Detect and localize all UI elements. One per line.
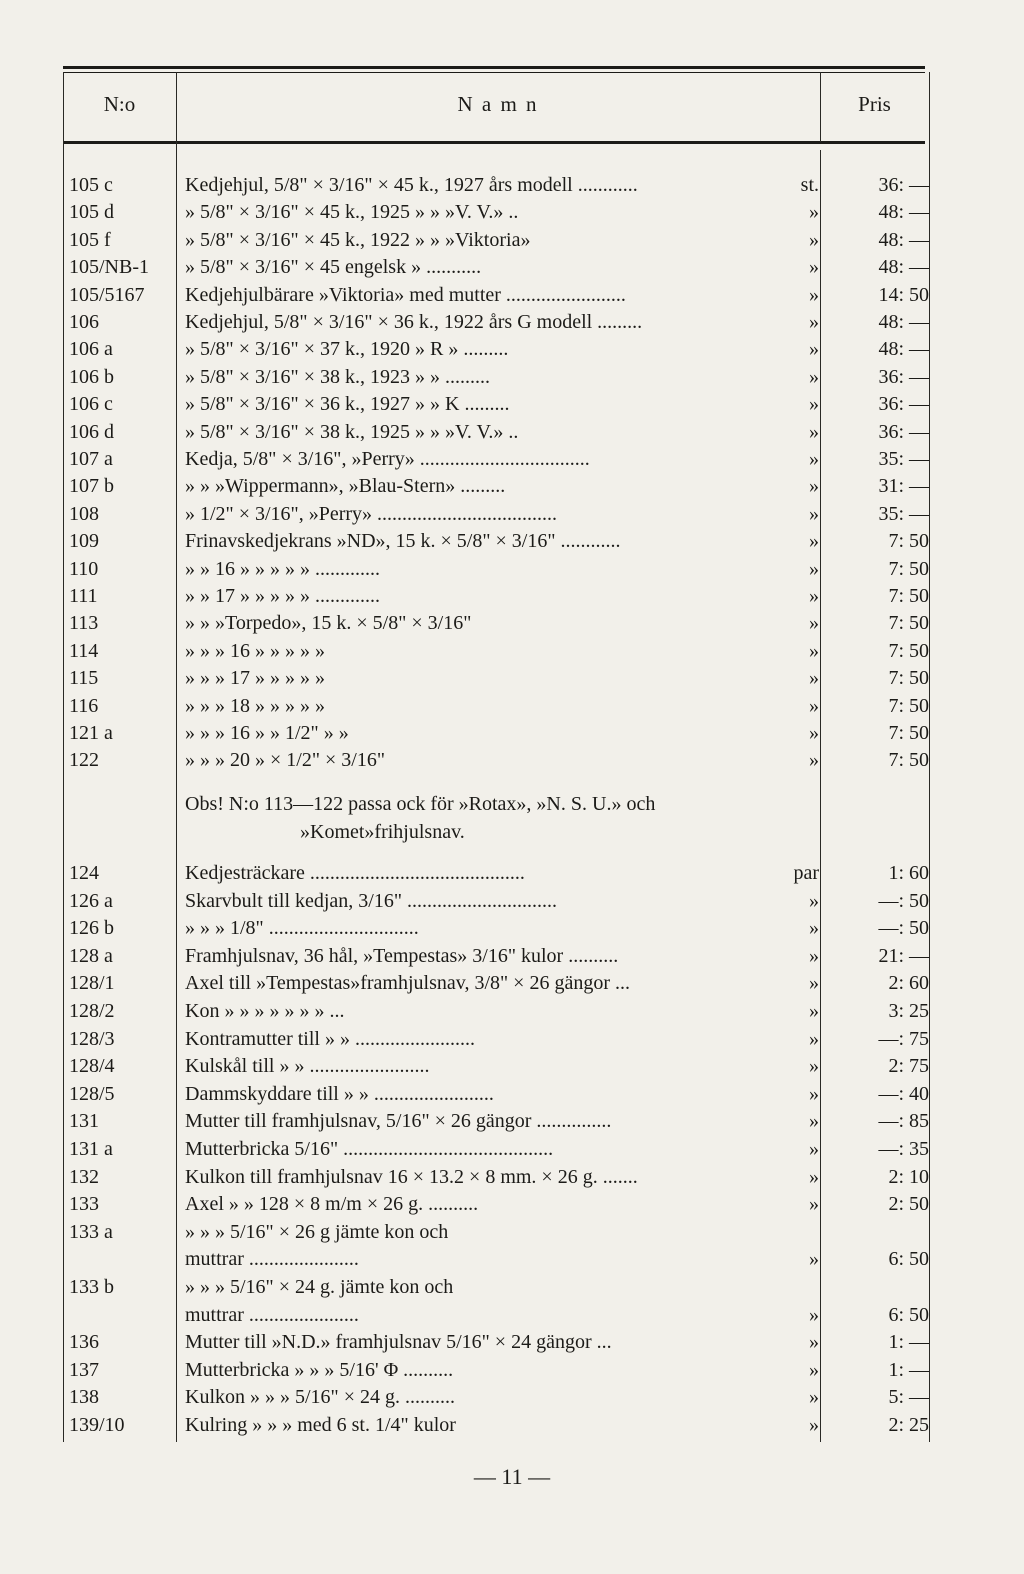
item-price: 35: — xyxy=(878,502,929,525)
item-number: 111 xyxy=(69,585,98,607)
item-unit: » xyxy=(809,1082,819,1105)
item-name: » 1/2" × 3/16", »Perry» .................................... xyxy=(185,502,558,525)
table-row xyxy=(63,172,933,199)
table-row xyxy=(63,1274,933,1301)
item-price: 7: 50 xyxy=(888,639,929,662)
item-name: » 5/8" × 3/16" × 45 k., 1925 » » »V. V.» .. xyxy=(185,201,519,224)
item-number: 110 xyxy=(69,557,99,580)
item-unit: » xyxy=(809,1248,819,1271)
item-number: 128 a xyxy=(69,944,113,967)
item-number: 131 a xyxy=(69,1138,113,1160)
item-name: » 5/8" × 3/16" × 45 k., 1922 » » »Viktoria» xyxy=(185,228,531,251)
item-number: 128/1 xyxy=(69,972,115,995)
table-row xyxy=(63,282,933,309)
table-row xyxy=(63,915,933,942)
header-price: Pris xyxy=(858,92,891,116)
item-price: 7: 50 xyxy=(888,722,929,744)
item-price: 2: 75 xyxy=(888,1055,929,1078)
table-row xyxy=(63,1081,933,1108)
item-number: 126 a xyxy=(69,889,113,912)
table-row xyxy=(63,693,933,720)
table-row xyxy=(63,1246,933,1273)
item-number: 106 xyxy=(69,311,99,333)
table-row xyxy=(63,1219,933,1246)
table-row xyxy=(63,1026,933,1053)
item-unit: » xyxy=(809,889,819,912)
item-price: 36: — xyxy=(878,420,929,443)
item-name: » » 16 » » » » » ............. xyxy=(185,557,380,580)
item-name: » » »Wippermann», »Blau-Stern» ......... xyxy=(185,475,506,498)
table-row xyxy=(63,364,933,391)
item-name: » 5/8" × 3/16" × 38 k., 1925 » » »V. V.» .. xyxy=(185,420,519,443)
item-unit: » xyxy=(809,557,819,580)
item-price: 6: 50 xyxy=(888,1303,929,1326)
item-number: 124 xyxy=(69,862,99,884)
item-unit: » xyxy=(809,228,819,251)
item-name: Kulring » » » med 6 st. 1/4" kulor xyxy=(185,1414,456,1436)
item-number: 114 xyxy=(69,639,99,662)
item-price: 7: 50 xyxy=(888,749,929,772)
table-row xyxy=(63,860,933,887)
item-name: » » » 18 » » » » » xyxy=(185,694,325,717)
item-unit: » xyxy=(809,201,819,224)
item-unit: » xyxy=(809,1358,819,1381)
item-name: » » 17 » » » » » ............. xyxy=(185,585,380,607)
item-price: 7: 50 xyxy=(888,694,929,717)
item-unit: » xyxy=(809,1000,819,1022)
table-row xyxy=(63,336,933,363)
item-name: Kedjesträckare ........................................... xyxy=(185,862,525,884)
table-row xyxy=(63,419,933,446)
item-name: Kedja, 5/8" × 3/16", »Perry» .................................. xyxy=(185,448,590,470)
item-number: 133 xyxy=(69,1193,99,1216)
table-row xyxy=(63,888,933,915)
item-unit: » xyxy=(809,667,819,690)
item-number: 133 b xyxy=(69,1276,114,1298)
table-row xyxy=(63,1357,933,1384)
item-unit: » xyxy=(809,917,819,940)
item-number: 107 b xyxy=(69,475,114,498)
item-unit: » xyxy=(809,1193,819,1216)
item-unit: » xyxy=(809,585,819,607)
table-row xyxy=(63,501,933,528)
item-number: 133 a xyxy=(69,1220,113,1243)
table-row xyxy=(63,720,933,747)
header-no: N:o xyxy=(103,92,136,116)
table-row xyxy=(63,1053,933,1080)
table-row xyxy=(63,528,933,555)
item-price: 1: 60 xyxy=(888,862,929,884)
item-unit: » xyxy=(809,749,819,772)
table-row xyxy=(63,473,933,500)
table-row xyxy=(63,747,933,774)
item-unit: » xyxy=(809,612,819,635)
item-name: » » » 16 » » 1/2" » » xyxy=(185,722,349,744)
item-name: » » » 16 » » » » » xyxy=(185,639,325,662)
item-number: 107 a xyxy=(69,448,113,470)
item-unit: » xyxy=(809,475,819,498)
item-number: 105 f xyxy=(69,228,111,251)
item-price: 7: 50 xyxy=(888,530,929,553)
item-number: 116 xyxy=(69,694,99,717)
table-row xyxy=(63,638,933,665)
item-name: Frinavskedjekrans »ND», 15 k. × 5/8" × 3/16" ............ xyxy=(185,530,621,553)
item-price: 7: 50 xyxy=(888,612,929,635)
table-row xyxy=(63,1412,933,1439)
item-name: » 5/8" × 3/16" × 45 engelsk » ........... xyxy=(185,256,482,279)
item-unit: » xyxy=(809,502,819,525)
item-unit: » xyxy=(809,530,819,553)
item-price: 31: — xyxy=(878,475,929,498)
item-name: Dammskyddare till » » ........................ xyxy=(185,1082,494,1105)
item-number: 106 c xyxy=(69,393,113,416)
item-number: 128/4 xyxy=(69,1055,115,1078)
page-number: — 11 — xyxy=(473,1464,551,1489)
item-unit: » xyxy=(809,338,819,361)
item-number: 109 xyxy=(69,530,99,553)
item-number: 137 xyxy=(69,1358,99,1381)
item-unit: » xyxy=(809,256,819,279)
note-line-1: Obs! N:o 113—122 passa ock för »Rotax», »N. S. U.» och xyxy=(185,793,656,815)
item-name: Kontramutter till » » ........................ xyxy=(185,1027,475,1050)
item-unit: par xyxy=(793,862,819,884)
item-unit: » xyxy=(809,1303,819,1326)
top-rule xyxy=(63,66,925,69)
table-row xyxy=(63,199,933,226)
item-name: » » »Torpedo», 15 k. × 5/8" × 3/16" xyxy=(185,612,472,635)
item-price: 36: — xyxy=(878,365,929,388)
top-rule-thin xyxy=(63,72,925,73)
item-price: —: 40 xyxy=(878,1082,929,1105)
item-price: 48: — xyxy=(878,228,929,251)
table-row xyxy=(63,1329,933,1356)
item-number: 136 xyxy=(69,1331,99,1354)
item-unit: » xyxy=(809,1138,819,1160)
item-number: 105 d xyxy=(69,201,114,224)
item-unit: » xyxy=(809,1386,819,1409)
item-unit: » xyxy=(809,694,819,717)
item-unit: » xyxy=(809,1331,819,1354)
item-unit: » xyxy=(809,1165,819,1188)
item-number: 138 xyxy=(69,1386,99,1409)
item-price: 7: 50 xyxy=(888,557,929,580)
item-unit: » xyxy=(809,972,819,995)
table-row xyxy=(63,227,933,254)
item-number: 132 xyxy=(69,1165,99,1188)
item-name: Mutterbricka » » » 5/16' Φ .......... xyxy=(185,1358,454,1381)
item-price: 36: — xyxy=(878,393,929,416)
item-price: 35: — xyxy=(878,448,929,470)
item-number: 121 a xyxy=(69,722,113,744)
item-number: 105 c xyxy=(69,174,113,196)
item-price: 14: 50 xyxy=(878,283,929,306)
header-name: N a m n xyxy=(457,92,539,116)
table-row xyxy=(63,1136,933,1163)
item-name: Mutter till framhjulsnav, 5/16" × 26 gängor ............... xyxy=(185,1110,612,1133)
item-name: » » » 1/8" .............................. xyxy=(185,917,419,940)
item-price: —: 50 xyxy=(878,917,929,940)
table-row xyxy=(63,1164,933,1191)
item-name: Axel till »Tempestas»framhjulsnav, 3/8" × 26 gängor ... xyxy=(185,972,630,995)
item-number: 113 xyxy=(69,612,99,635)
item-number: 126 b xyxy=(69,917,114,940)
table-row xyxy=(63,1302,933,1329)
item-unit: » xyxy=(809,1414,819,1436)
note-line-2: »Komet»frihjulsnav. xyxy=(300,821,465,843)
item-price: 7: 50 xyxy=(888,585,929,607)
item-unit: » xyxy=(809,944,819,967)
item-name: Mutter till »N.D.» framhjulsnav 5/16" × 24 gängor ... xyxy=(185,1331,612,1354)
table-row xyxy=(63,970,933,997)
item-number: 115 xyxy=(69,667,99,690)
item-name: Skarvbult till kedjan, 3/16" .............................. xyxy=(185,889,558,912)
item-price: —: 85 xyxy=(878,1110,929,1133)
table-row xyxy=(63,556,933,583)
item-price: 21: — xyxy=(878,944,929,967)
item-name: » » » 17 » » » » » xyxy=(185,667,325,690)
item-unit: » xyxy=(809,1055,819,1078)
item-name: Kulskål till » » ........................ xyxy=(185,1055,430,1078)
item-price: —: 35 xyxy=(878,1138,929,1160)
table-row xyxy=(63,583,933,610)
item-price: 2: 50 xyxy=(888,1193,929,1216)
item-number: 106 b xyxy=(69,365,114,388)
item-price: 1: — xyxy=(888,1358,929,1381)
item-name: Axel » » 128 × 8 m/m × 26 g. .......... xyxy=(185,1193,479,1216)
item-unit: » xyxy=(809,283,819,306)
item-price: 2: 25 xyxy=(888,1414,929,1436)
item-number: 122 xyxy=(69,749,99,772)
item-unit: » xyxy=(809,1027,819,1050)
item-price: 3: 25 xyxy=(888,1000,929,1022)
item-price: 48: — xyxy=(878,201,929,224)
item-number: 105/5167 xyxy=(69,283,145,306)
item-price: 48: — xyxy=(878,256,929,279)
item-price: 2: 60 xyxy=(888,972,929,995)
item-number: 128/3 xyxy=(69,1027,115,1050)
item-price: 1: — xyxy=(888,1331,929,1354)
table-row xyxy=(63,254,933,281)
item-name: Kedjehjulbärare »Viktoria» med mutter ........................ xyxy=(185,283,626,306)
item-unit: » xyxy=(809,448,819,470)
item-unit: » xyxy=(809,722,819,744)
item-number: 105/NB-1 xyxy=(69,256,149,279)
item-price: 6: 50 xyxy=(888,1248,929,1271)
item-name: » » » 5/16" × 26 g jämte kon och xyxy=(185,1220,449,1243)
item-name: Mutterbricka 5/16" .......................................... xyxy=(185,1138,554,1160)
table-row xyxy=(63,446,933,473)
item-name: Kedjehjul, 5/8" × 3/16" × 45 k., 1927 års modell ............ xyxy=(185,174,638,196)
item-name: » 5/8" × 3/16" × 36 k., 1927 » » K ......... xyxy=(185,393,510,416)
item-name: muttrar ...................... xyxy=(185,1303,359,1326)
item-unit: st. xyxy=(800,174,819,196)
item-price: 48: — xyxy=(878,311,929,333)
item-price: 5: — xyxy=(888,1386,929,1409)
item-name: » » » 20 » × 1/2" × 3/16" xyxy=(185,749,385,772)
item-price: —: 50 xyxy=(878,889,929,912)
table-row xyxy=(63,665,933,692)
item-unit: » xyxy=(809,393,819,416)
item-name: Kon » » » » » » » ... xyxy=(185,1000,345,1022)
item-name: muttrar ...................... xyxy=(185,1248,359,1271)
item-name: Kedjehjul, 5/8" × 3/16" × 36 k., 1922 års G modell ......... xyxy=(185,311,643,333)
table-row xyxy=(63,998,933,1025)
item-number: 128/2 xyxy=(69,1000,115,1022)
item-number: 131 xyxy=(69,1110,99,1133)
item-number: 106 a xyxy=(69,338,113,361)
item-price: —: 75 xyxy=(878,1027,929,1050)
item-number: 139/10 xyxy=(69,1414,125,1436)
header-rule xyxy=(63,141,925,144)
item-unit: » xyxy=(809,1110,819,1133)
table-row xyxy=(63,610,933,637)
table-row xyxy=(63,943,933,970)
item-name: Framhjulsnav, 36 hål, »Tempestas» 3/16" kulor .......... xyxy=(185,944,619,967)
table-row xyxy=(63,1108,933,1135)
item-name: Kulkon till framhjulsnav 16 × 13.2 × 8 mm. × 26 g. ....... xyxy=(185,1165,638,1188)
item-number: 128/5 xyxy=(69,1082,115,1105)
item-price: 7: 50 xyxy=(888,667,929,690)
item-unit: » xyxy=(809,311,819,333)
table-row xyxy=(63,1384,933,1411)
item-unit: » xyxy=(809,420,819,443)
table-row xyxy=(63,1191,933,1218)
item-name: » 5/8" × 3/16" × 38 k., 1923 » » ......... xyxy=(185,365,490,388)
item-price: 36: — xyxy=(878,174,929,196)
item-unit: » xyxy=(809,639,819,662)
item-price: 2: 10 xyxy=(888,1165,929,1188)
item-price: 48: — xyxy=(878,338,929,361)
table-row xyxy=(63,391,933,418)
item-name: Kulkon » » » 5/16" × 24 g. .......... xyxy=(185,1386,455,1409)
item-unit: » xyxy=(809,365,819,388)
item-name: » 5/8" × 3/16" × 37 k., 1920 » R » ......... xyxy=(185,338,509,361)
item-number: 106 d xyxy=(69,420,114,443)
item-name: » » » 5/16" × 24 g. jämte kon och xyxy=(185,1276,454,1298)
table-row xyxy=(63,309,933,336)
item-number: 108 xyxy=(69,502,99,525)
